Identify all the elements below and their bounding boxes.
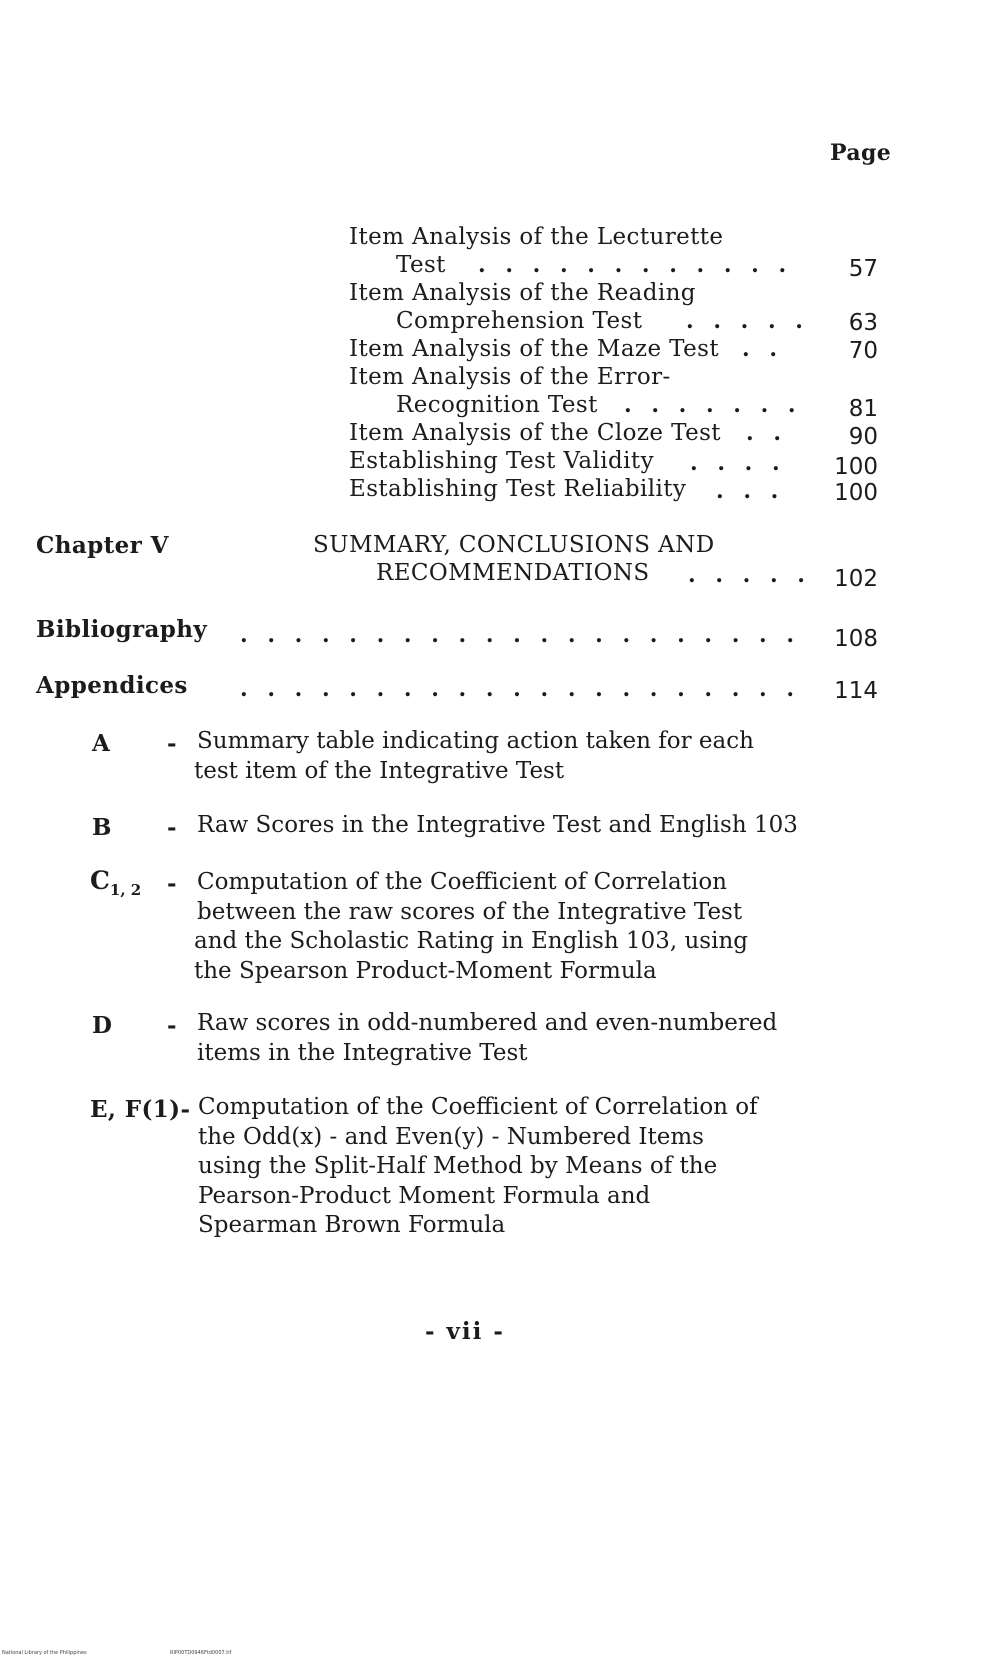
toc-entry-line1: Item Analysis of the Reading [349, 280, 696, 306]
appendix-line: Raw Scores in the Integrative Test and English 103 [197, 812, 798, 838]
toc-entry-line1: Item Analysis of the Maze Test [349, 336, 719, 362]
appendix-line: between the raw scores of the Integrative Test [197, 898, 743, 925]
toc-entry-page: 57 [848, 256, 878, 282]
chapter-page: 102 [834, 566, 878, 592]
toc-leader-dots: . . . [716, 478, 785, 504]
appendix-line: using the Split-Half Method by Means of the [198, 1153, 718, 1180]
appendix-key [90, 866, 141, 899]
appendix-dash: - [167, 814, 177, 841]
appendix-line: test item of the Integrative Test [194, 757, 565, 784]
toc-entry-line1: Item Analysis of the Error- [349, 364, 671, 390]
toc-leader-dots: . . . . [690, 450, 786, 476]
toc-leader-dots: . . [746, 420, 787, 446]
toc-leader-dots: . . . . . . . . . . . . . . . . . . . . . [240, 676, 801, 702]
toc-entry-page: 63 [848, 310, 878, 336]
toc-entry-page: 90 [848, 424, 878, 450]
page-column-label: Page [830, 140, 892, 166]
appendix-dash: - [167, 730, 177, 757]
scan-file-note: RIP00TD0946Ftd0007.tif [170, 1650, 232, 1656]
toc-leader-dots: . . . . . [688, 562, 811, 588]
toc-entry-line1: Item Analysis of the Lecturette [349, 224, 724, 250]
appendix-line: Summary table indicating action taken for each [197, 728, 754, 754]
toc-entry-line1: Establishing Test Reliability [349, 476, 687, 502]
appendix-description [194, 868, 748, 986]
toc-entry-line2: Test [396, 252, 446, 278]
bibliography-label: Bibliography [36, 616, 208, 643]
toc-entry-line1: Establishing Test Validity [349, 448, 654, 474]
appendix-line: items in the Integrative Test [197, 1039, 528, 1066]
appendix-description [197, 811, 798, 841]
appendix-line: and the Scholastic Rating in English 103, using [194, 928, 748, 955]
appendix-description [198, 1093, 758, 1241]
chapter-label: Chapter V [36, 532, 169, 559]
appendices-label: Appendices [36, 672, 188, 699]
bibliography-page: 108 [834, 626, 878, 652]
appendices-page: 114 [834, 678, 878, 704]
toc-entry-page: 100 [834, 480, 878, 506]
toc-entry-page: 100 [834, 454, 878, 480]
toc-entry-line2: Comprehension Test [396, 308, 643, 334]
page-number: - vii - [425, 1318, 505, 1345]
toc-leader-dots: . . . . . . . [624, 392, 802, 418]
toc-leader-dots: . . . . . . . . . . . . [478, 252, 793, 278]
toc-entry-page: 70 [848, 338, 878, 364]
toc-leader-dots: . . . . . . . . . . . . . . . . . . . . . [240, 622, 801, 648]
appendix-key-subscript: 1, 2 [109, 881, 142, 899]
appendix-key: E, F(1)- [90, 1096, 191, 1123]
scan-library-note: National Library of the Philippines [2, 1650, 87, 1656]
appendix-line: Computation of the Coefficient of Correlation [197, 869, 727, 895]
appendix-line: the Spearson Product-Moment Formula [194, 957, 657, 984]
appendix-line: the Odd(x) - and Even(y) - Numbered Items [198, 1123, 704, 1150]
appendix-key-letter: C [90, 866, 110, 895]
appendix-description [194, 727, 754, 786]
appendix-line: Spearman Brown Formula [198, 1212, 506, 1239]
chapter-title-line2: RECOMMENDATIONS [376, 560, 650, 586]
toc-entry-line2: Recognition Test [396, 392, 598, 418]
appendix-key: A [92, 730, 111, 757]
appendix-dash: - [167, 1012, 177, 1039]
chapter-title-line1: SUMMARY, CONCLUSIONS AND [313, 532, 715, 558]
appendix-line: Computation of the Coefficient of Correlation of [198, 1094, 758, 1120]
appendix-description [197, 1009, 777, 1068]
toc-entry-line1: Item Analysis of the Cloze Test [349, 420, 721, 446]
appendix-dash: - [167, 870, 177, 897]
toc-leader-dots: . . [742, 336, 783, 362]
appendix-key: B [92, 814, 112, 841]
toc-leader-dots: . . . . . [686, 308, 809, 334]
appendix-key: D [92, 1012, 113, 1039]
appendix-line: Pearson-Product Moment Formula and [198, 1182, 651, 1209]
appendix-line: Raw scores in odd-numbered and even-numbered [197, 1010, 778, 1036]
toc-entry-page: 81 [848, 396, 878, 422]
